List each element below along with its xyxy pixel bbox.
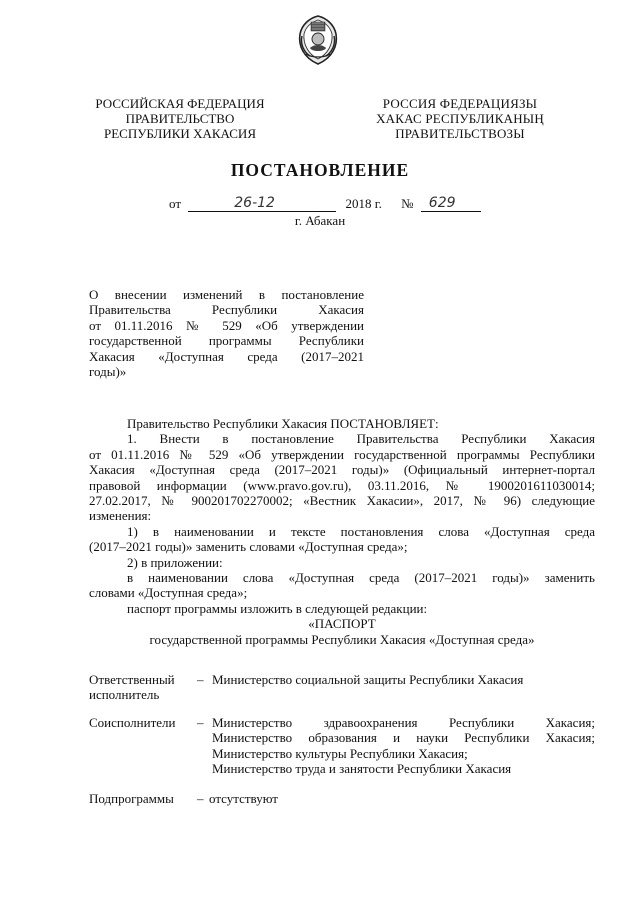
passport-row-subprograms xyxy=(89,791,595,807)
item1-line: 27.02.2017, № 900201702270002; «Вестник Хакасии», 2017, № 96) следующие xyxy=(89,493,595,509)
header-left-block xyxy=(60,96,300,141)
passport-dash: – xyxy=(197,672,204,687)
date-prefix: от xyxy=(169,196,182,211)
subject-block xyxy=(89,287,364,379)
passport-row-responsible xyxy=(89,672,595,704)
header-left-line: РЕСПУБЛИКИ ХАКАСИЯ xyxy=(103,126,256,141)
body-block xyxy=(89,416,595,647)
passport-value xyxy=(212,672,595,687)
passport-subtitle: государственной программы Республики Хакасия «Доступная среда» xyxy=(149,631,535,647)
date-number-line xyxy=(169,196,481,212)
intro-line: Правительство Республики Хакасия ПОСТАНОВЛЯЕТ: xyxy=(127,416,439,431)
passport-value-line: Министерство социальной защиты Республики Хакасия xyxy=(212,672,524,687)
passport-value-line: Министерство культуры Республики Хакасия; xyxy=(212,745,468,761)
passport-label-line: Подпрограммы xyxy=(89,791,174,806)
handwritten-number: 629 xyxy=(428,195,456,211)
subject-line: от 01.11.2016 № 529 «Об утверждении xyxy=(89,317,364,333)
header-left-line: ПРАВИТЕЛЬСТВО xyxy=(125,111,235,126)
year-label: 2018 г. xyxy=(345,196,382,211)
item1-line: 1. Внести в постановление Правительства Республики Хакасия xyxy=(127,431,595,447)
passport-value-line: Министерство образования и науки Республики Хакасия; xyxy=(212,730,595,746)
item1-line: правовой информации (www.pravo.gov.ru), 03.11.2016, № 1900201611030014; xyxy=(89,477,595,493)
coat-of-arms-emblem xyxy=(296,14,340,66)
passport-label xyxy=(89,791,199,806)
subject-line: государственной программы Республики xyxy=(89,333,364,349)
passport-value xyxy=(209,791,592,806)
passport-label-line: исполнитель xyxy=(89,687,160,703)
sub2b-line: паспорт программы изложить в следующей редакции: xyxy=(127,600,428,616)
header-left-line: РОССИЙСКАЯ ФЕДЕРАЦИЯ xyxy=(95,96,265,111)
passport-label-line: Соисполнители xyxy=(89,715,176,730)
passport-row-coexecutors xyxy=(89,715,595,779)
header-right-line: ХАКАС РЕСПУБЛИКАНЫҢ xyxy=(376,111,544,126)
document-title: ПОСТАНОВЛЕНИЕ xyxy=(230,160,410,180)
passport-label xyxy=(89,715,199,730)
subject-line: Хакасия «Доступная среда (2017–2021 xyxy=(89,348,364,364)
handwritten-date: 26-12 xyxy=(234,195,275,211)
subject-line: О внесении изменений в постановление xyxy=(89,287,364,302)
sub1-line: 1) в наименовании и тексте постановления слова «Доступная среда xyxy=(127,523,595,539)
passport-label-line: Ответственный xyxy=(89,672,175,687)
passport-value xyxy=(212,715,595,777)
passport-dash: – xyxy=(197,715,204,730)
item1-line: от 01.11.2016 № 529 «Об утверждении государственной программы Республики xyxy=(89,446,595,462)
city-label: г. Абакан xyxy=(294,213,346,228)
sub2a-line: словами «Доступная среда»; xyxy=(89,585,248,601)
sub2a-line: в наименовании слова «Доступная среда (2017–2021 годы)» заменить xyxy=(127,570,595,586)
sub1-line: (2017–2021 годы)» заменить словами «Доступная среда»; xyxy=(89,539,408,555)
item1-line: изменения: xyxy=(89,508,152,524)
date-field xyxy=(188,197,336,212)
passport-value-line: отсутствуют xyxy=(209,791,278,806)
number-field xyxy=(421,197,481,212)
passport-dash: – xyxy=(197,791,204,806)
header-right-line: РОССИЯ ФЕДЕРАЦИЯЗЫ xyxy=(382,96,538,111)
item1-line: Хакасия «Доступная среда (2017–2021 годы)» (Официальный интернет-портал xyxy=(89,462,595,478)
passport-title: «ПАСПОРТ xyxy=(308,616,376,632)
passport-value-line: Министерство труда и занятости Республики Хакасия xyxy=(212,761,512,777)
subject-line: Правительства Республики Хакасия xyxy=(89,302,364,318)
passport-label xyxy=(89,672,199,703)
number-sign: № xyxy=(401,196,414,211)
passport-value-line: Министерство здравоохранения Республики Хакасия; xyxy=(212,715,595,730)
header-right-line: ПРАВИТЕЛЬСТВОЗЫ xyxy=(395,126,525,141)
header-right-block xyxy=(350,96,570,141)
sub2-line: 2) в приложении: xyxy=(127,554,223,570)
subject-line: годы)» xyxy=(89,364,127,380)
